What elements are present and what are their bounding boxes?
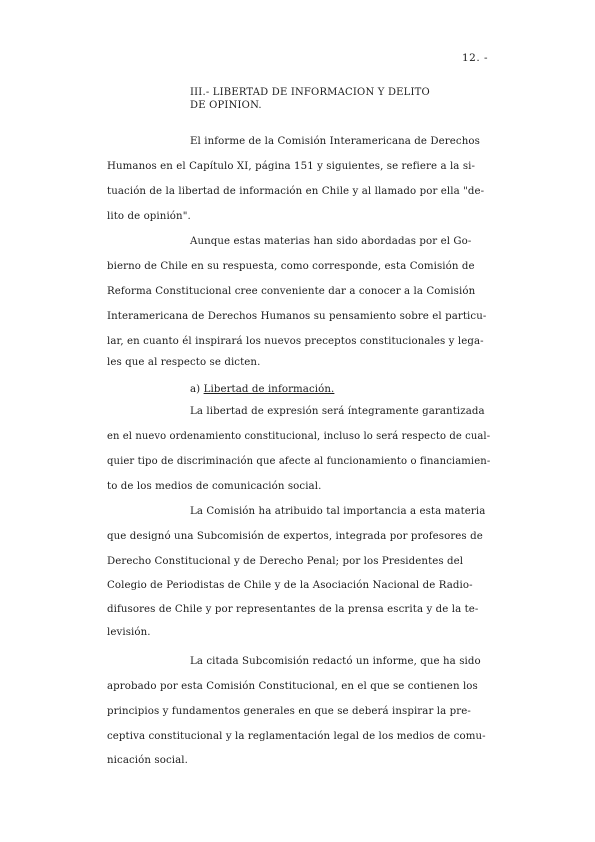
paragraph-line: bierno de Chile en su respuesta, como corresponde, esta Comisión de [107, 261, 475, 272]
paragraph-line: difusores de Chile y por representantes de la prensa escrita y de la te- [107, 604, 479, 615]
paragraph-line: Derecho Constitucional y de Derecho Penal; por los Presidentes del [107, 556, 464, 567]
page-number: 12. - [462, 52, 489, 64]
paragraph-line: Aunque estas materias han sido abordadas por el Go- [190, 236, 472, 247]
subsection-title: Libertad de información. [203, 384, 335, 395]
paragraph-line: Humanos en el Capítulo XI, página 151 y siguientes, se refiere a la si- [107, 161, 476, 172]
paragraph-line: to de los medios de comunicación social. [107, 481, 322, 492]
paragraph-line: lito de opinión". [107, 211, 191, 222]
paragraph-line: nicación social. [107, 755, 188, 766]
paragraph-line: La libertad de expresión será íntegramente garantizada [190, 406, 485, 417]
paragraph-line: lar, en cuanto él inspirará los nuevos preceptos constitucionales y lega- [107, 336, 484, 347]
paragraph-line: aprobado por esta Comisión Constitucional, en el que se contienen los [107, 681, 478, 692]
paragraph-line: Interamericana de Derechos Humanos su pensamiento sobre el particu- [107, 311, 487, 322]
subsection-prefix: a) [190, 384, 201, 395]
paragraph-line: les que al respecto se dicten. [107, 357, 261, 368]
paragraph-line: La citada Subcomisión redactó un informe, que ha sido [190, 656, 481, 667]
section-heading-line-1: III.- LIBERTAD DE INFORMACION Y DELITO [190, 87, 430, 98]
paragraph-line: Reforma Constitucional cree conveniente dar a conocer a la Comisión [107, 286, 476, 297]
paragraph-line: ceptiva constitucional y la reglamentación legal de los medios de comu- [107, 731, 486, 742]
paragraph-line: en el nuevo ordenamiento constitucional, incluso lo será respecto de cual- [107, 431, 491, 442]
paragraph-line: El informe de la Comisión Interamericana de Derechos [190, 136, 480, 147]
paragraph-line: Colegio de Periodistas de Chile y de la Asociación Nacional de Radio- [107, 580, 473, 591]
paragraph-line: levisión. [107, 627, 151, 638]
paragraph-line: La Comisión ha atribuido tal importancia a esta materia [190, 506, 486, 517]
paragraph-line: tuación de la libertad de información en Chile y al llamado por ella "de- [107, 186, 485, 197]
subsection-heading [190, 383, 334, 396]
paragraph-line: que designó una Subcomisión de expertos, integrada por profesores de [107, 531, 483, 542]
paragraph-line: principios y fundamentos generales en que se deberá inspirar la pre- [107, 706, 471, 717]
section-heading-line-2: DE OPINION. [190, 100, 262, 111]
section-heading [190, 86, 430, 112]
paragraph-line: quier tipo de discriminación que afecte al funcionamiento o financiamien- [107, 456, 491, 467]
